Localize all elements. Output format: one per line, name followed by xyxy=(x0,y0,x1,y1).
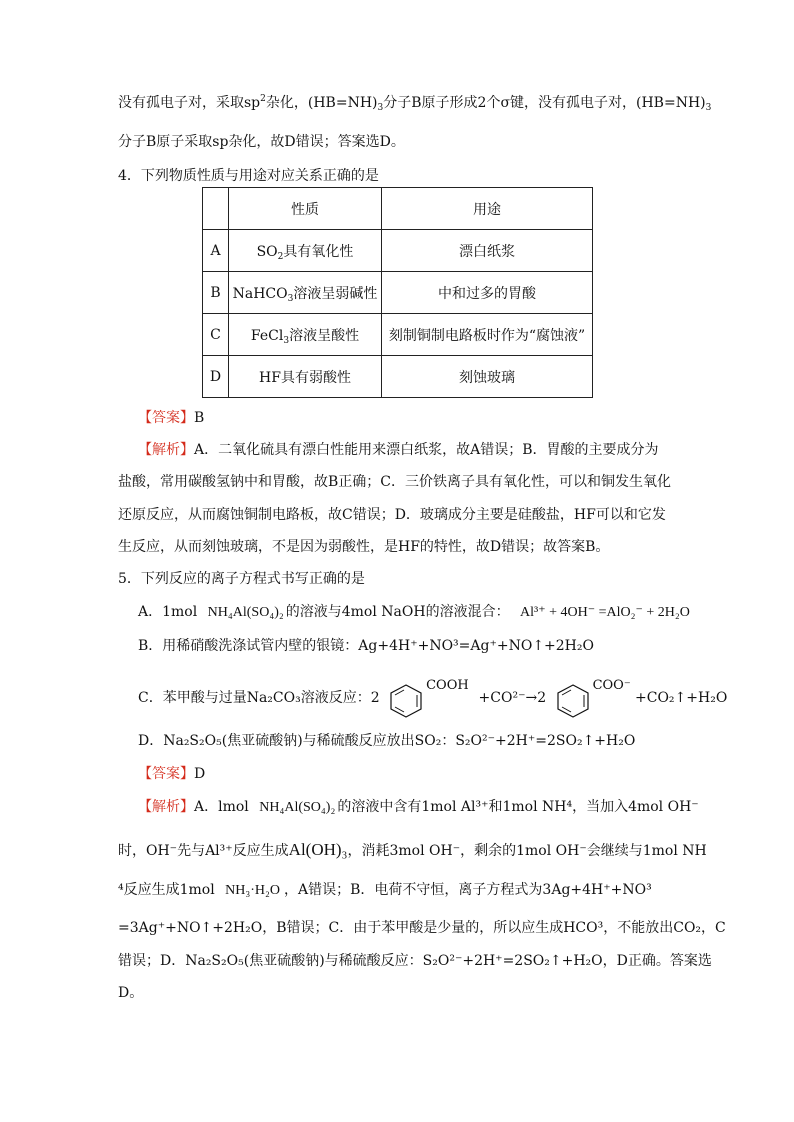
formula-nh4al-so4-2: NH₄Al(SO₄)₂ xyxy=(259,800,336,815)
formula-nh4al-so4-2: NH₄Al(SO₄)₂ xyxy=(207,605,284,620)
q5-analysis-line-1: 【解析】A．lmol NH₄Al(SO₄)₂ 的溶液中含有1mol Al³⁺和1mol NH⁴，当加入4mol OH⁻ xyxy=(138,799,699,815)
header-use: 用途 xyxy=(382,188,593,230)
table-row: B NaHCO$_3$溶液呈弱碱性 中和过多的胃酸 xyxy=(203,272,593,314)
q5-option-c: C．苯甲酸与过量Na₂CO₃溶液反应：2 COOH +CO²⁻→2 COO⁻ +CO₂↑+H₂O xyxy=(138,680,727,716)
benzene-ring-icon xyxy=(553,682,593,718)
formula-a-equation: Al³⁺ + 4OH⁻ =AlO₂⁻ + 2H₂O xyxy=(520,605,690,620)
table-row: D HF具有弱酸性 刻蚀玻璃 xyxy=(203,356,593,398)
intro-line-2: 分子B原子采取sp杂化，故D错误；答案选D。 xyxy=(118,134,405,150)
q5-option-b: B．用稀硝酸洗涤试管内壁的银镜：Ag+4H⁺+NO³=Ag⁺+NO↑+2H₂O xyxy=(138,638,594,654)
table-header-row xyxy=(203,188,593,230)
q4-answer: 【答案】B xyxy=(138,410,205,426)
table-row: A $SO_2$具有氧化性 漂白纸浆 xyxy=(203,230,593,272)
header-property: 性质 xyxy=(229,188,382,230)
table-row: C FeCl$_3$溶液呈酸性 刻制铜制电路板时作为“腐蚀液” xyxy=(203,314,593,356)
benzoic-acid-structure: COOH xyxy=(384,680,474,716)
q4-analysis-line-4: 生反应，从而刻蚀玻璃，不是因为弱酸性，是HF的特性，故D错误；故答案B。 xyxy=(118,539,610,555)
q5-stem: 5．下列反应的离子方程式书写正确的是 xyxy=(118,571,365,587)
benzoate-structure: COO⁻ xyxy=(551,680,631,716)
q5-analysis-line-5: 错误；D．Na₂S₂O₅(焦亚硫酸钠)与稀硫酸反应：S₂O²⁻+2H⁺=2SO₂↑+H₂O，D正确。答案选 xyxy=(118,953,712,969)
q5-option-a: A．1mol NH₄Al(SO₄)₂ 的溶液与4mol NaOH的溶液混合： Al³⁺ + 4OH⁻ =AlO₂⁻ + 2H₂O xyxy=(138,604,690,620)
q5-option-d: D．Na₂S₂O₅(焦亚硫酸钠)与稀硫酸反应放出SO₂：S₂O²⁻+2H⁺=2SO₂↑+H₂O xyxy=(138,733,636,749)
q4-analysis-line-3: 还原反应，从而腐蚀铜制电路板，故C错误；D．玻璃成分主要是硅酸盐，HF可以和它发 xyxy=(118,507,666,523)
q4-analysis-line-2: 盐酸，常用碳酸氢钠中和胃酸，故B正确；C．三价铁离子具有氧化性，可以和铜发生氧化 xyxy=(118,474,671,490)
q5-analysis-line-2: 时，OH⁻先与Al³⁺反应生成Al(OH)₃，消耗3mol OH⁻，剩余的1mol OH⁻会继续与1mol NH xyxy=(118,840,707,859)
benzene-ring-icon xyxy=(386,682,426,718)
formula-al-oh-3: Al(OH)₃ xyxy=(288,840,348,859)
q5-answer: 【答案】D xyxy=(138,766,206,782)
intro-line-1: 没有孤电子对，采取$sp^2$杂化，$(HB=NH)_3$分子B原子形成2个σ键，没有孤电子对，$(HB=NH)_3$ xyxy=(118,94,712,113)
q4-analysis-line-1: 【解析】A．二氧化硫具有漂白性能用来漂白纸浆，故A错误；B．胃酸的主要成分为 xyxy=(138,442,659,458)
q4-table xyxy=(202,187,593,398)
q5-analysis-line-3: ⁴反应生成1mol NH₃·H₂O ，A错误；B．电荷不守恒，离子方程式为3Ag+4H⁺+NO³ xyxy=(118,882,652,898)
q4-stem: 4．下列物质性质与用途对应关系正确的是 xyxy=(118,168,379,184)
q5-analysis-line-4: =3Ag⁺+NO↑+2H₂O，B错误；C．由于苯甲酸是少量的，所以应生成HCO³，不能放出CO₂，C xyxy=(118,920,726,936)
formula-nh3-h2o: NH₃·H₂O xyxy=(225,883,281,898)
q5-analysis-line-6: D。 xyxy=(118,985,144,1001)
